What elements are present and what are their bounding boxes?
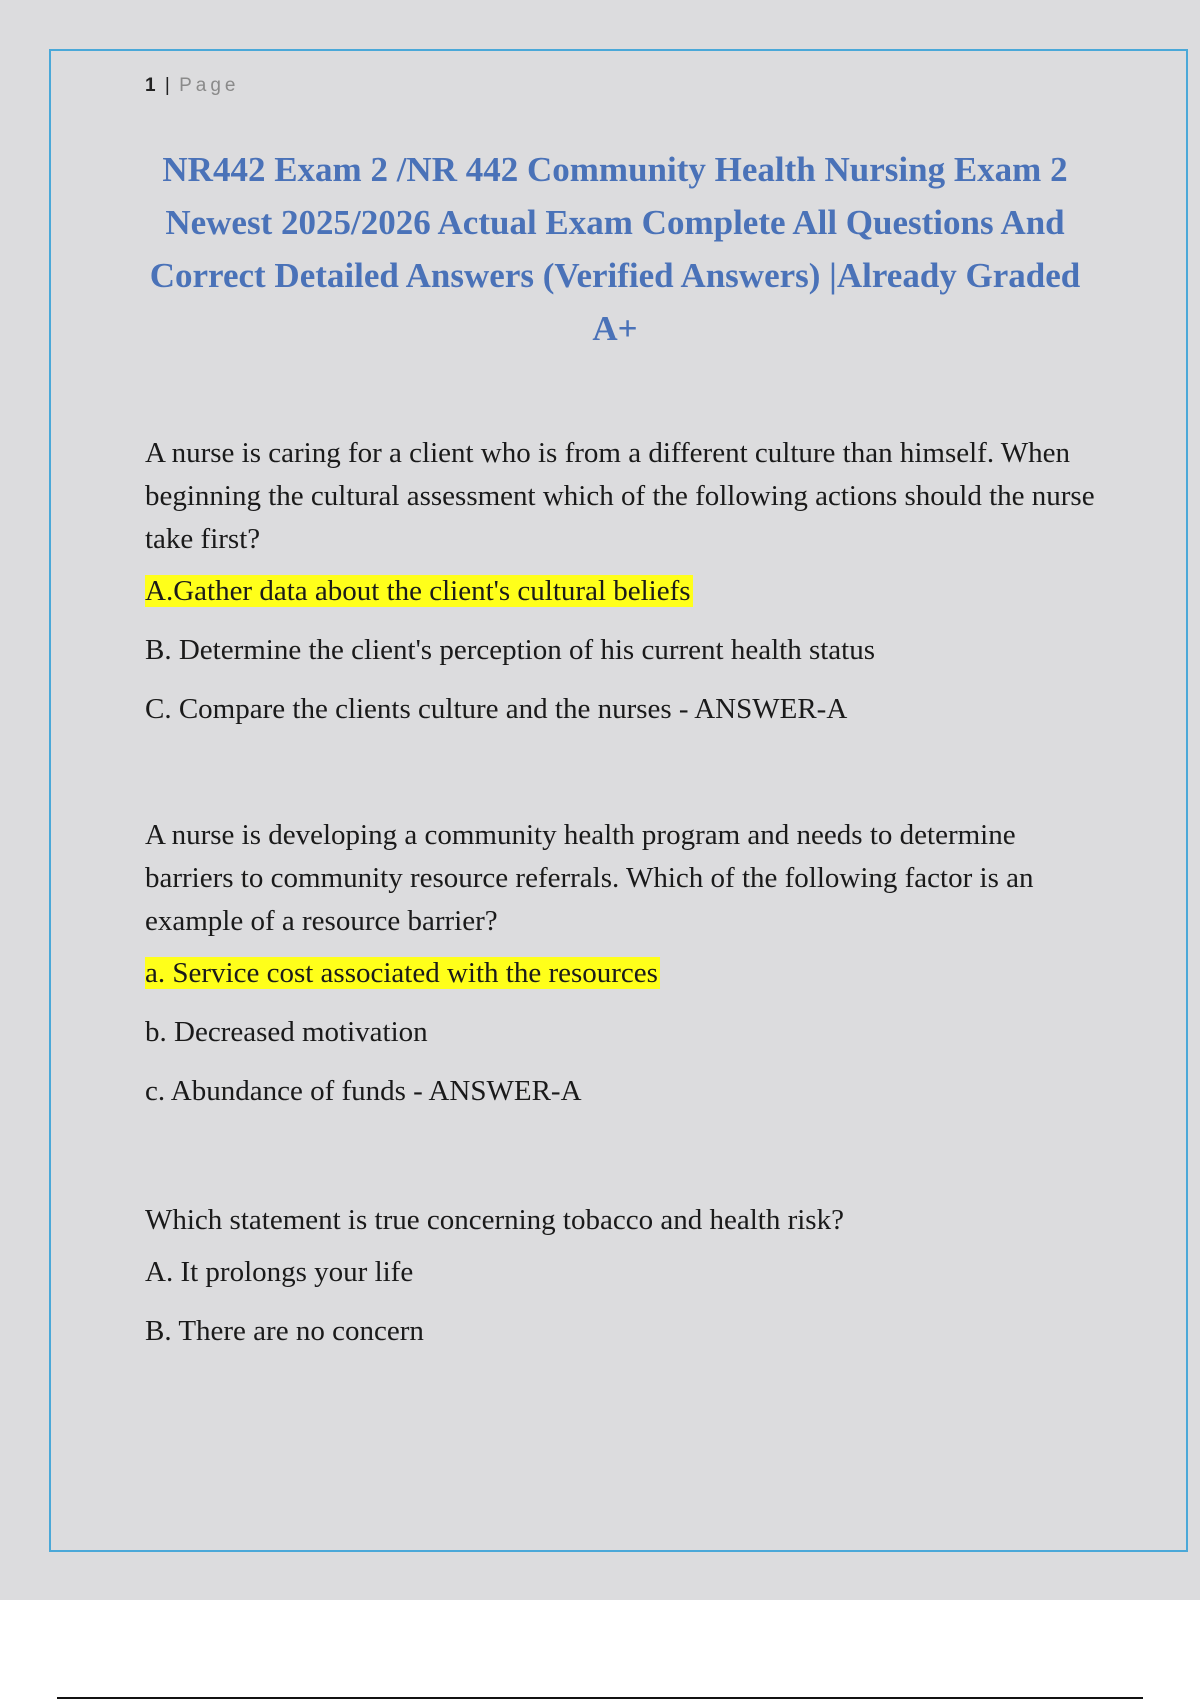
page-number-separator: | — [164, 75, 172, 96]
question-stem: Which statement is true concerning tobacco and health risk? — [145, 1204, 844, 1236]
question-1 — [145, 432, 1105, 750]
option-c: c. Abundance of funds - ANSWER-A — [145, 1075, 582, 1107]
document-title: NR442 Exam 2 /NR 442 Community Health Nursing Exam 2 Newest 2025/2026 Actual Exam Complete All Questions And Correct Detailed Answers (Verified Answers) |Already Graded A+ — [149, 150, 1081, 348]
question-3 — [145, 1199, 1105, 1372]
question-2 — [145, 814, 1105, 1132]
question-stem: A nurse is developing a community health program and needs to determine barriers to community resource referrals. Which of the following factor is an example of a resource barrier? — [145, 819, 1034, 937]
option-b: B. Determine the client's perception of his current health status — [145, 634, 875, 666]
highlighted-answer: A.Gather data about the client's cultural beliefs — [145, 575, 691, 607]
next-page-rule — [57, 1697, 1143, 1699]
option-a — [145, 955, 1105, 991]
option-b: B. There are no concern — [145, 1315, 424, 1347]
option-a — [145, 573, 1105, 609]
option-a: A. It prolongs your life — [145, 1256, 414, 1288]
question-stem: A nurse is caring for a client who is from a different culture than himself. When beginning the cultural assessment which of the following actions should the nurse take first? — [145, 437, 1095, 555]
page-number-header — [145, 75, 239, 97]
option-b: b. Decreased motivation — [145, 1016, 428, 1048]
page-label: Page — [179, 75, 240, 96]
option-c: C. Compare the clients culture and the nurses - ANSWER-A — [145, 693, 848, 725]
page-number: 1 — [145, 75, 158, 96]
highlighted-answer: a. Service cost associated with the resources — [145, 957, 658, 989]
